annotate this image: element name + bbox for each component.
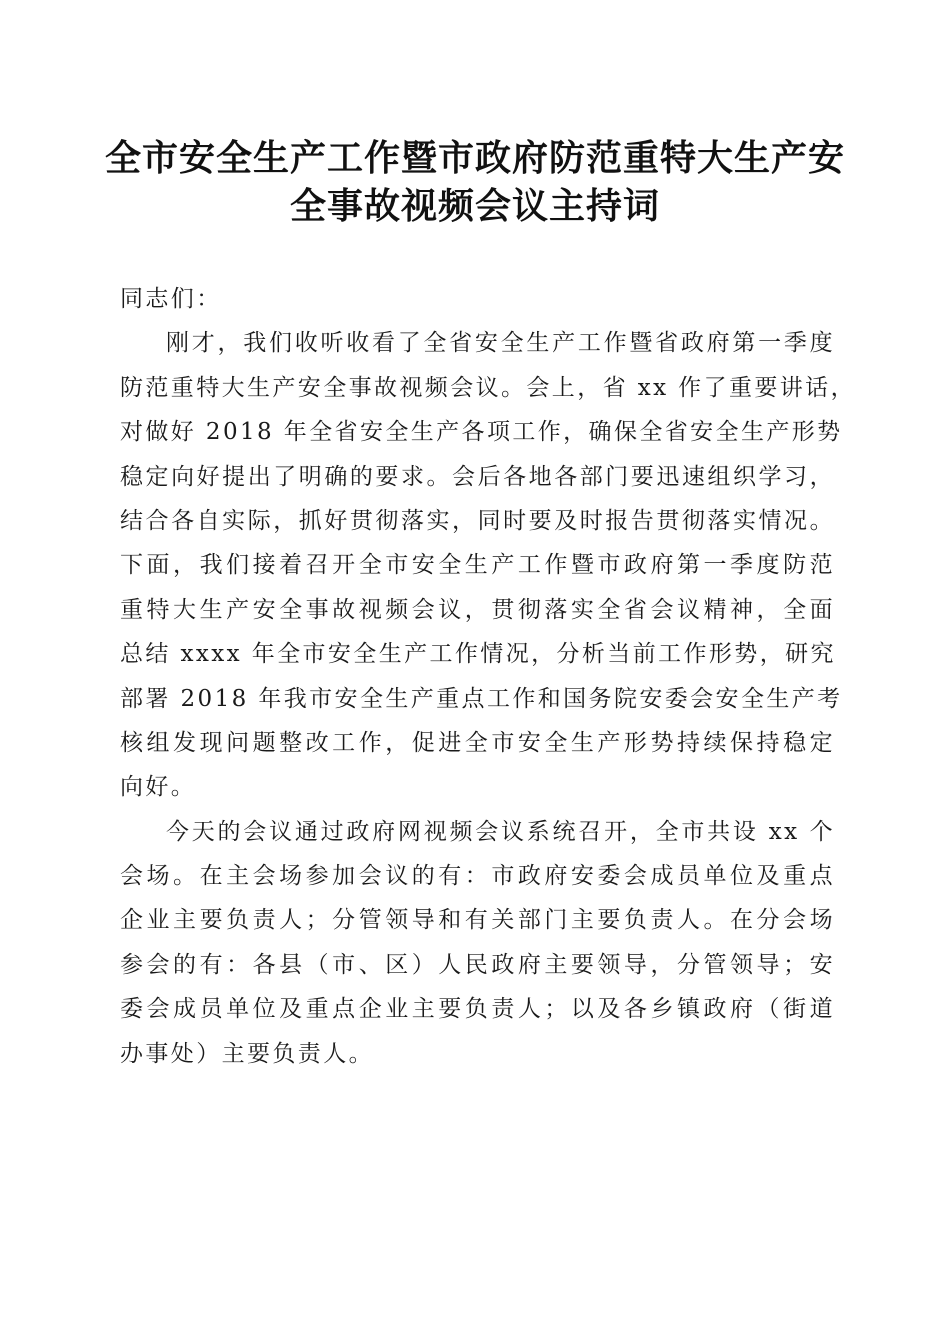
paragraph-2-line: 办事处）主要负责人。 (120, 1040, 374, 1067)
paragraph-1-line: 对做好 2018 年全省安全生产各项工作，确保全省安全生产形势 (120, 419, 843, 446)
paragraph-1-line: 刚才，我们收听收看了全省安全生产工作暨省政府第一季度 (166, 330, 835, 357)
paragraph-1-line: 结合各自实际，抓好贯彻落实，同时要及时报告贯彻落实情况。 (120, 507, 835, 534)
paragraph-2-line: 参会的有：各县（市、区）人民政府主要领导，分管领导；安 (120, 951, 835, 978)
paragraph-1 (120, 321, 856, 809)
paragraph-1-line: 核组发现问题整改工作，促进全市安全生产形势持续保持稳定 (120, 729, 835, 756)
paragraph-1-line: 防范重特大生产安全事故视频会议。会上，省 xx 作了重要讲话， (120, 374, 856, 401)
paragraph-1-line: 部署 2018 年我市安全生产重点工作和国务院安委会安全生产考 (120, 685, 843, 712)
paragraph-1-line: 重特大生产安全事故视频会议，贯彻落实全省会议精神，全面 (120, 596, 835, 623)
paragraph-1-line: 下面，我们接着召开全市安全生产工作暨市政府第一季度防范 (120, 552, 835, 579)
paragraph-2-line: 委会成员单位及重点企业主要负责人；以及各乡镇政府（街道 (120, 996, 835, 1023)
salutation: 同志们： (120, 286, 222, 312)
title-line-2: 全事故视频会议主持词 (289, 185, 660, 227)
paragraph-1-line: 稳定向好提出了明确的要求。会后各地各部门要迅速组织学习， (120, 463, 835, 490)
document-title (100, 134, 850, 230)
paragraph-2-line: 企业主要负责人；分管领导和有关部门主要负责人。在分会场 (120, 907, 835, 934)
paragraph-1-line: 总结 xxxx 年全市安全生产工作情况，分析当前工作形势，研究 (120, 641, 836, 668)
paragraph-2-line: 会场。在主会场参加会议的有：市政府安委会成员单位及重点 (120, 863, 835, 890)
document-body (120, 277, 856, 1076)
paragraph-2-line: 今天的会议通过政府网视频会议系统召开，全市共设 xx 个 (166, 818, 835, 845)
title-line-1: 全市安全生产工作暨市政府防范重特大生产安 (104, 137, 845, 179)
paragraph-2 (120, 810, 835, 1076)
paragraph-1-line: 向好。 (120, 774, 197, 801)
